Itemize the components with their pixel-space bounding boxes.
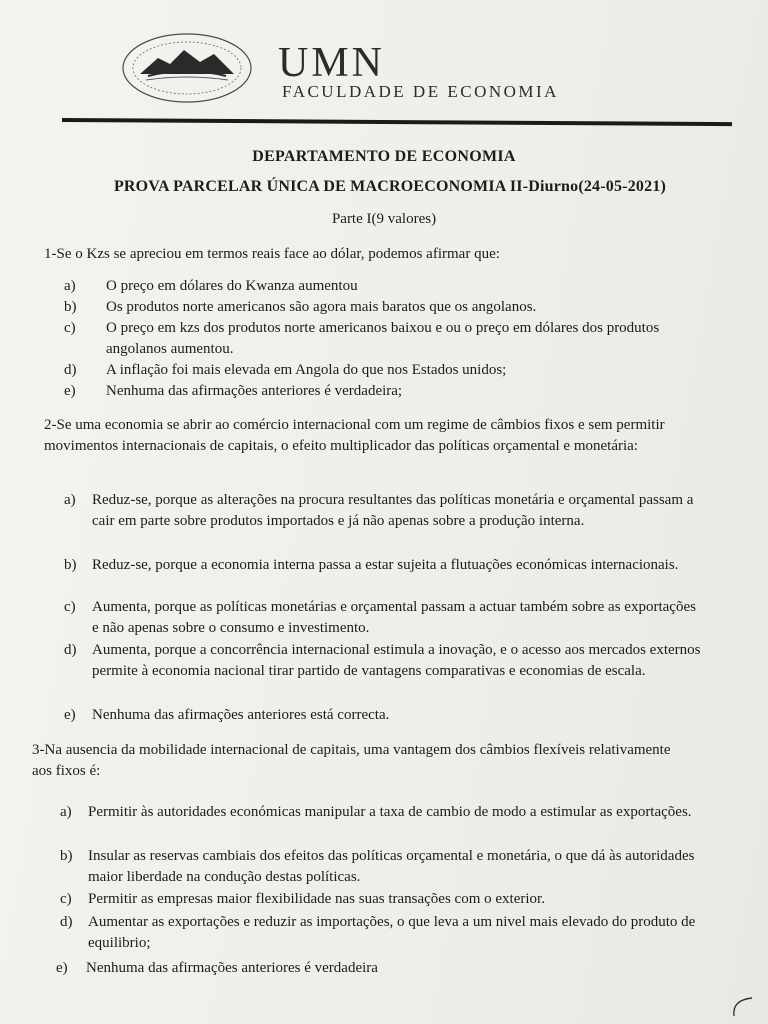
question-3-option-d xyxy=(60,912,708,954)
option-label: d) xyxy=(64,362,77,378)
option-label: b) xyxy=(64,557,77,573)
question-3-option-c xyxy=(60,889,708,910)
header-divider xyxy=(62,118,732,126)
question-1-option-d xyxy=(64,360,704,381)
option-label: b) xyxy=(64,299,77,315)
university-seal-logo xyxy=(118,30,256,106)
department-title: DEPARTAMENTO DE ECONOMIA xyxy=(252,148,516,165)
option-text: Permitir às autoridades económicas manipular a taxa de cambio de modo a estimular as exportações. xyxy=(88,804,692,820)
question-3-option-e xyxy=(56,958,704,979)
option-label: d) xyxy=(64,642,77,658)
question-2-option-a xyxy=(64,490,694,532)
question-2-option-d xyxy=(64,640,704,682)
option-text: Nenhuma das afirmações anteriores está correcta. xyxy=(92,707,390,723)
option-text: Reduz-se, porque a economia interna passa a estar sujeita a flutuações económicas internacionais. xyxy=(92,557,679,573)
option-text: Aumenta, porque a concorrência internacional estimula a inovação, e o acesso aos mercados externos permite à economia nacional tirar partido de vantagens comparativas e economias de escala. xyxy=(92,642,701,679)
option-text: Nenhuma das afirmações anteriores é verdadeira; xyxy=(106,383,403,399)
option-label: c) xyxy=(64,599,76,615)
faculty-name: FACULDADE DE ECONOMIA xyxy=(282,82,559,101)
option-label: c) xyxy=(64,320,76,336)
exam-title: PROVA PARCELAR ÚNICA DE MACROECONOMIA II-Diurno(24-05-2021) xyxy=(113,178,667,195)
option-label: a) xyxy=(64,492,76,508)
question-1-option-e xyxy=(64,381,704,402)
option-label: e) xyxy=(56,960,68,976)
question-3-option-a xyxy=(60,802,708,823)
question-2-option-b xyxy=(64,555,694,576)
question-2-option-e xyxy=(64,705,704,726)
option-text: O preço em kzs dos produtos norte americanos baixou e ou o preço em dólares dos produtos angolanos aumentou. xyxy=(106,320,660,357)
question-2-text: 2-Se uma economia se abrir ao comércio internacional com um regime de câmbios fixos e sem permitir movimentos internacionais de capitais, o efeito multiplicador das políticas orçamental e monetária: xyxy=(44,417,665,454)
question-1-option-c xyxy=(64,318,676,360)
pen-mark-decoration xyxy=(724,994,764,1022)
option-text: Reduz-se, porque as alterações na procura resultantes das políticas monetária e orçamental passam a cair em parte sobre produtos importados e já não apenas sobre a produção interna. xyxy=(92,492,694,529)
option-label: c) xyxy=(60,891,72,907)
option-text: O preço em dólares do Kwanza aumentou xyxy=(106,278,358,294)
option-label: e) xyxy=(64,383,76,399)
part-title: Parte I(9 valores) xyxy=(331,211,437,227)
question-2-option-c xyxy=(64,597,704,639)
option-label: d) xyxy=(60,914,73,930)
question-1-option-a xyxy=(64,276,704,297)
question-1-option-b xyxy=(64,297,704,318)
option-label: e) xyxy=(64,707,76,723)
option-label: a) xyxy=(64,278,76,294)
question-3-option-b xyxy=(60,846,708,888)
option-text: A inflação foi mais elevada em Angola do que nos Estados unidos; xyxy=(106,362,507,378)
option-label: b) xyxy=(60,848,73,864)
option-text: Aumentar as exportações e reduzir as importações, o que leva a um nivel mais elevado do produto de equilibrio; xyxy=(88,914,696,951)
option-text: Aumenta, porque as políticas monetárias e orçamental passam a actuar também sobre as exportações e não apenas sobre o consumo e investimento. xyxy=(92,599,696,636)
option-text: Permitir as empresas maior flexibilidade nas suas transações com o exterior. xyxy=(88,891,545,907)
question-1-text: 1-Se o Kzs se apreciou em termos reais face ao dólar, podemos afirmar que: xyxy=(44,246,500,262)
university-name: UMN xyxy=(278,40,386,86)
option-text: Insular as reservas cambiais dos efeitos das políticas orçamental e monetária, o que dá às autoridades maior liberdade na condução destas políticas. xyxy=(88,848,695,885)
option-text: Os produtos norte americanos são agora mais baratos que os angolanos. xyxy=(106,299,537,315)
question-3-text: 3-Na ausencia da mobilidade internacional de capitais, uma vantagem dos câmbios flexíveis relativamente aos fixos é: xyxy=(32,742,671,779)
option-text: Nenhuma das afirmações anteriores é verdadeira xyxy=(86,960,378,976)
option-label: a) xyxy=(60,804,72,820)
